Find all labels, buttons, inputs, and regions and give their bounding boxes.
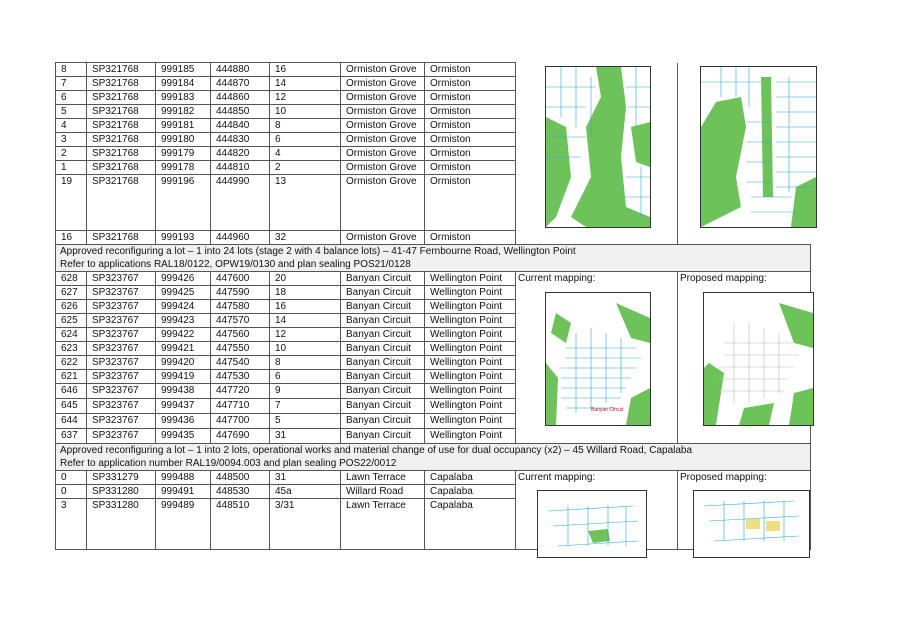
table-cell: SP323767	[87, 399, 156, 414]
table-cell: 0	[56, 471, 87, 485]
table-cell: 5	[56, 105, 87, 119]
table-cell: 31	[270, 429, 341, 444]
table-cell: SP321768	[87, 147, 156, 161]
table-cell: 14	[270, 314, 341, 328]
table-cell: 6	[56, 91, 87, 105]
table-cell: Capalaba	[425, 499, 516, 550]
table-cell: 999422	[156, 328, 211, 342]
table-cell: SP321768	[87, 91, 156, 105]
table-cell: Wellington Point	[425, 384, 516, 399]
table-cell: 448500	[211, 471, 270, 485]
table-cell: 16	[56, 231, 87, 245]
table-cell: SP323767	[87, 429, 156, 444]
table-cell: 447540	[211, 356, 270, 370]
ormiston-current-map	[545, 66, 651, 228]
table-cell: 2	[270, 161, 341, 175]
table-cell: 999419	[156, 370, 211, 384]
table-cell: SP321768	[87, 133, 156, 147]
table-cell: 448510	[211, 499, 270, 550]
table-cell: SP321768	[87, 231, 156, 245]
table-cell: SP323767	[87, 342, 156, 356]
table-cell: Wellington Point	[425, 314, 516, 328]
ormiston-proposed-map	[700, 66, 817, 228]
table-cell: 625	[56, 314, 87, 328]
table-cell: Willard Road	[341, 485, 425, 499]
table-cell: Capalaba	[425, 471, 516, 485]
table-cell: 8	[56, 63, 87, 77]
table-cell: Ormiston Grove	[341, 133, 425, 147]
table-cell: 999180	[156, 133, 211, 147]
table-cell: 444960	[211, 231, 270, 245]
table-cell: 20	[270, 272, 341, 286]
table-cell: Ormiston	[425, 119, 516, 133]
table-cell: Wellington Point	[425, 286, 516, 300]
table-cell: 45a	[270, 485, 341, 499]
table-cell: 16	[270, 300, 341, 314]
table-cell: Banyan Circuit	[341, 342, 425, 356]
table-cell: 999435	[156, 429, 211, 444]
table-cell: SP331280	[87, 485, 156, 499]
table-cell: Ormiston Grove	[341, 119, 425, 133]
table-cell: 999196	[156, 175, 211, 231]
table-cell: Wellington Point	[425, 399, 516, 414]
section-title: Approved reconfiguring a lot – 1 into 24 lots (stage 2 with 4 balance lots) – 41-47 Fernbourne Road, Wellington Point	[60, 246, 576, 257]
table-cell: 621	[56, 370, 87, 384]
current-mapping-label: Current mapping:	[518, 273, 596, 284]
table-cell: 2	[56, 147, 87, 161]
table-cell: SP323767	[87, 356, 156, 370]
table-cell: 448530	[211, 485, 270, 499]
table-cell: Banyan Circuit	[341, 314, 425, 328]
table-cell: 7	[270, 399, 341, 414]
table-cell: 8	[270, 119, 341, 133]
table-cell: 444850	[211, 105, 270, 119]
table-cell: Ormiston Grove	[341, 77, 425, 91]
table-cell: 999421	[156, 342, 211, 356]
proposed-mapping-label: Proposed mapping:	[680, 273, 767, 284]
table-cell: 447590	[211, 286, 270, 300]
table-cell: 444820	[211, 147, 270, 161]
table-cell: Banyan Circuit	[341, 356, 425, 370]
table-cell: 6	[270, 370, 341, 384]
table-row	[56, 272, 811, 286]
table-cell: Wellington Point	[425, 370, 516, 384]
table-cell: 447550	[211, 342, 270, 356]
table-cell: Wellington Point	[425, 342, 516, 356]
table-cell: SP321768	[87, 105, 156, 119]
table-cell: Banyan Circuit	[341, 384, 425, 399]
table-cell: 447720	[211, 384, 270, 399]
table-cell: SP321768	[87, 77, 156, 91]
current-mapping-label: Current mapping:	[518, 472, 596, 483]
table-cell: Ormiston	[425, 231, 516, 245]
table-cell: Ormiston	[425, 147, 516, 161]
table-cell: 626	[56, 300, 87, 314]
section-heading	[56, 444, 811, 471]
table-cell: Banyan Circuit	[341, 286, 425, 300]
table-cell: SP331280	[87, 499, 156, 550]
table-cell: 447600	[211, 272, 270, 286]
table-cell: 12	[270, 91, 341, 105]
table-cell: 444840	[211, 119, 270, 133]
table-cell: SP323767	[87, 384, 156, 399]
table-cell: Ormiston	[425, 77, 516, 91]
banyan-current-map	[545, 292, 651, 426]
table-cell: 447530	[211, 370, 270, 384]
table-cell: Ormiston Grove	[341, 105, 425, 119]
table-cell: SP321768	[87, 63, 156, 77]
table-cell: Wellington Point	[425, 429, 516, 444]
table-cell: Lawn Terrace	[341, 499, 425, 550]
table-cell: 19	[56, 175, 87, 231]
table-cell: Ormiston Grove	[341, 161, 425, 175]
table-cell: SP323767	[87, 328, 156, 342]
table-cell: 999438	[156, 384, 211, 399]
table-cell: 13	[270, 175, 341, 231]
table-cell: 444990	[211, 175, 270, 231]
table-cell: 3	[56, 133, 87, 147]
table-cell: 444810	[211, 161, 270, 175]
table-cell: 444870	[211, 77, 270, 91]
table-cell: 999491	[156, 485, 211, 499]
table-cell: 447700	[211, 414, 270, 429]
table-cell: 447710	[211, 399, 270, 414]
svg-text:Banyan Circuit: Banyan Circuit	[591, 407, 624, 413]
table-cell: 622	[56, 356, 87, 370]
table-cell: 7	[56, 77, 87, 91]
table-cell: 644	[56, 414, 87, 429]
section-reference: Refer to application number RAL19/0094.003 and plan sealing POS22/0012	[60, 458, 397, 469]
table-cell: 999178	[156, 161, 211, 175]
table-row	[56, 63, 811, 77]
table-cell: Ormiston Grove	[341, 175, 425, 231]
table-cell: 3/31	[270, 499, 341, 550]
capalaba-proposed-map	[693, 490, 810, 558]
table-cell: 623	[56, 342, 87, 356]
table-cell: 18	[270, 286, 341, 300]
table-cell: 999423	[156, 314, 211, 328]
table-cell: 628	[56, 272, 87, 286]
table-cell: 999424	[156, 300, 211, 314]
table-cell: 10	[270, 342, 341, 356]
table-cell: 447570	[211, 314, 270, 328]
table-cell: Banyan Circuit	[341, 429, 425, 444]
table-cell: 999181	[156, 119, 211, 133]
table-cell: 10	[270, 105, 341, 119]
section-heading-row	[56, 245, 811, 272]
table-cell: Wellington Point	[425, 272, 516, 286]
table-cell: 999185	[156, 63, 211, 77]
table-cell: Ormiston Grove	[341, 63, 425, 77]
table-cell: 6	[270, 133, 341, 147]
table-cell: Wellington Point	[425, 300, 516, 314]
section-heading	[56, 245, 811, 272]
table-cell: 999488	[156, 471, 211, 485]
table-cell: 14	[270, 77, 341, 91]
table-cell: 645	[56, 399, 87, 414]
table-cell: Banyan Circuit	[341, 328, 425, 342]
table-cell: 32	[270, 231, 341, 245]
table-cell: 999489	[156, 499, 211, 550]
table-cell: 5	[270, 414, 341, 429]
table-cell: 444880	[211, 63, 270, 77]
table-cell: Ormiston	[425, 91, 516, 105]
table-cell: 4	[56, 119, 87, 133]
table-cell: SP323767	[87, 314, 156, 328]
table-cell: 627	[56, 286, 87, 300]
table-cell: 12	[270, 328, 341, 342]
table-cell: Ormiston	[425, 105, 516, 119]
table-cell: Ormiston	[425, 161, 516, 175]
table-cell: SP321768	[87, 119, 156, 133]
table-cell: Wellington Point	[425, 356, 516, 370]
table-row	[56, 471, 811, 485]
table-cell: Wellington Point	[425, 414, 516, 429]
table-cell: SP331279	[87, 471, 156, 485]
lot-table	[55, 62, 811, 550]
table-cell: 447690	[211, 429, 270, 444]
table-cell: 447560	[211, 328, 270, 342]
table-cell: Ormiston	[425, 133, 516, 147]
table-cell: 624	[56, 328, 87, 342]
table-cell: Ormiston Grove	[341, 231, 425, 245]
table-cell: 8	[270, 356, 341, 370]
table-cell: Capalaba	[425, 485, 516, 499]
table-cell: 637	[56, 429, 87, 444]
table-cell: SP323767	[87, 300, 156, 314]
section-title: Approved reconfiguring a lot – 1 into 2 lots, operational works and material change of use for dual occupancy (x2) – 45 Willard Road, Capalaba	[60, 445, 693, 456]
capalaba-current-map	[537, 490, 647, 558]
table-cell: 999184	[156, 77, 211, 91]
table-cell: 646	[56, 384, 87, 399]
table-cell: 1	[56, 161, 87, 175]
table-cell: 3	[56, 499, 87, 550]
table-cell: Wellington Point	[425, 328, 516, 342]
table-cell: Ormiston Grove	[341, 147, 425, 161]
table-cell: 31	[270, 471, 341, 485]
table-cell: SP323767	[87, 272, 156, 286]
table-cell: 999420	[156, 356, 211, 370]
table-cell: 999436	[156, 414, 211, 429]
table-cell: Ormiston Grove	[341, 91, 425, 105]
table-cell: Ormiston	[425, 63, 516, 77]
table-cell: 999426	[156, 272, 211, 286]
table-cell: SP321768	[87, 175, 156, 231]
table-cell: 999182	[156, 105, 211, 119]
table-cell: SP323767	[87, 286, 156, 300]
table-cell: 0	[56, 485, 87, 499]
table-cell: 999437	[156, 399, 211, 414]
table-cell: Banyan Circuit	[341, 370, 425, 384]
table-cell: SP323767	[87, 370, 156, 384]
table-cell: 999179	[156, 147, 211, 161]
table-cell: 16	[270, 63, 341, 77]
banyan-proposed-map	[703, 292, 814, 426]
table-cell: 9	[270, 384, 341, 399]
table-cell: 444860	[211, 91, 270, 105]
section-heading-row	[56, 444, 811, 471]
table-cell: 444830	[211, 133, 270, 147]
table-cell: 999193	[156, 231, 211, 245]
table-cell: 4	[270, 147, 341, 161]
proposed-mapping-label: Proposed mapping:	[680, 472, 767, 483]
table-cell: Ormiston	[425, 175, 516, 231]
table-cell: SP323767	[87, 414, 156, 429]
table-cell: 999183	[156, 91, 211, 105]
table-cell: SP321768	[87, 161, 156, 175]
table-cell: Banyan Circuit	[341, 300, 425, 314]
table-cell: Banyan Circuit	[341, 414, 425, 429]
table-cell: Banyan Circuit	[341, 399, 425, 414]
table-cell: 999425	[156, 286, 211, 300]
table-cell: Lawn Terrace	[341, 471, 425, 485]
table-cell: 447580	[211, 300, 270, 314]
section-reference: Refer to applications RAL18/0122, OPW19/0130 and plan sealing POS21/0128	[60, 259, 411, 270]
table-cell: Banyan Circuit	[341, 272, 425, 286]
